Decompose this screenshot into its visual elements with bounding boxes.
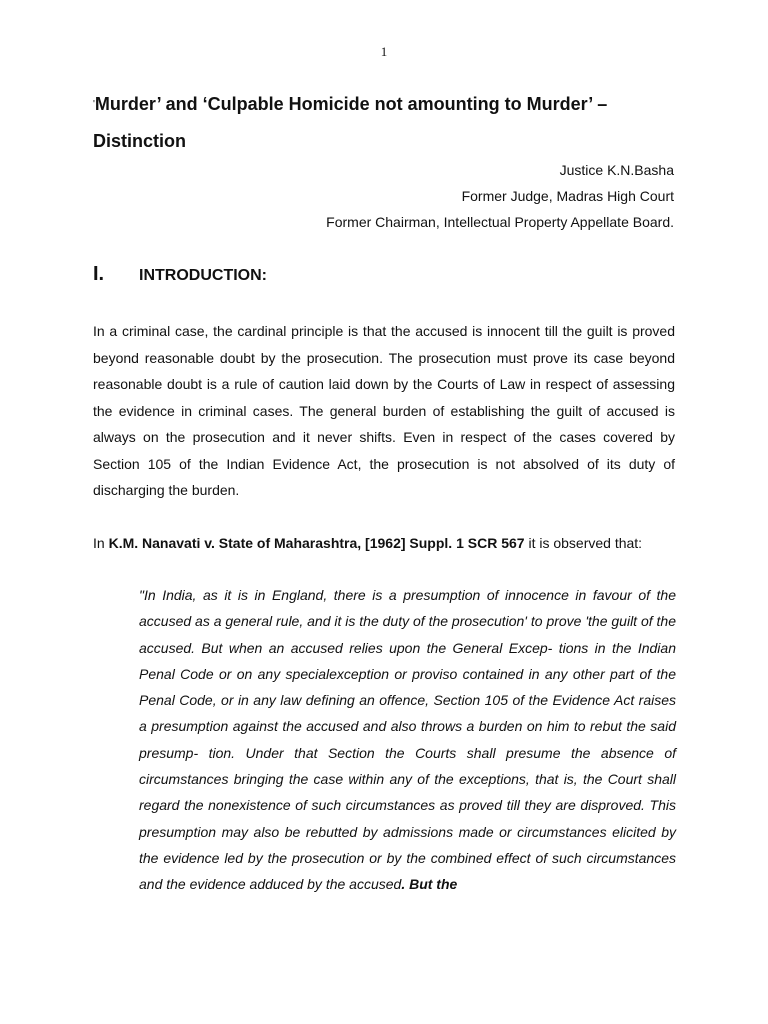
author-block [326, 157, 674, 235]
case-name: K.M. Nanavati v. State of Maharashtra, [1962] Suppl. 1 SCR 567 [108, 535, 525, 551]
author-position-1: Former Judge, Madras High Court [461, 188, 674, 204]
quote-text: "In India, as it is in England, there is a presumption of innocence in favour of the accused as a general rule, and it is the duty of the prosecution' to prove 'the guilt of the accused. But when an accused relies upon the General Excep- tions in the Indian Penal Code or on any specialexception or proviso contained in any other part of the Penal Code, or in any law defining an offence, Section 105 of the Evidence Act raises a presumption against the accused and also throws a burden on him to rebut the said presump- tion. Under that Section the Courts shall presume the absence of circumstances bringing the case within any of the exceptions, that is, the Court shall regard the nonexistence of such circumstances as proved till they are disproved. This presumption may also be rebutted by admissions made or circumstances elicited by the evidence led by the prosecution or by the combined effect of such circumstances and the evidence adduced by the accused [139, 587, 676, 893]
section-heading [93, 263, 267, 286]
author-position-2: Former Chairman, Intellectual Property Appellate Board. [326, 214, 674, 230]
block-quote [139, 582, 676, 898]
citation-prefix: In [93, 535, 109, 551]
author-name: Justice K.N.Basha [559, 162, 674, 178]
introduction-paragraph: In a criminal case, the cardinal principle is that the accused is innocent till the guilt is proved beyond reasonable doubt by the prosecution. The prosecution must prove its case beyond reasonable doubt is a rule of caution laid down by the Courts of Law in respect of assessing the evidence in criminal cases. The general burden of establishing the guilt of accused is always on the prosecution and it never shifts. Even in respect of the cases covered by Section 105 of the Indian Evidence Act, the prosecution is not absolved of its duty of discharging the burden. [93, 323, 675, 498]
quote-bold-tail: . But the [401, 876, 458, 893]
section-number: I. [93, 263, 105, 285]
section-title: INTRODUCTION: [139, 267, 267, 284]
title-lead-mark: ' [93, 99, 95, 110]
document-title [93, 86, 693, 160]
citation-suffix: it is observed that: [524, 535, 643, 551]
title-text: Murder’ and ‘Culpable Homicide not amounting to Murder’ – Distinction [93, 94, 608, 151]
case-citation-paragraph [93, 530, 675, 557]
page-number: 1 [380, 44, 388, 59]
